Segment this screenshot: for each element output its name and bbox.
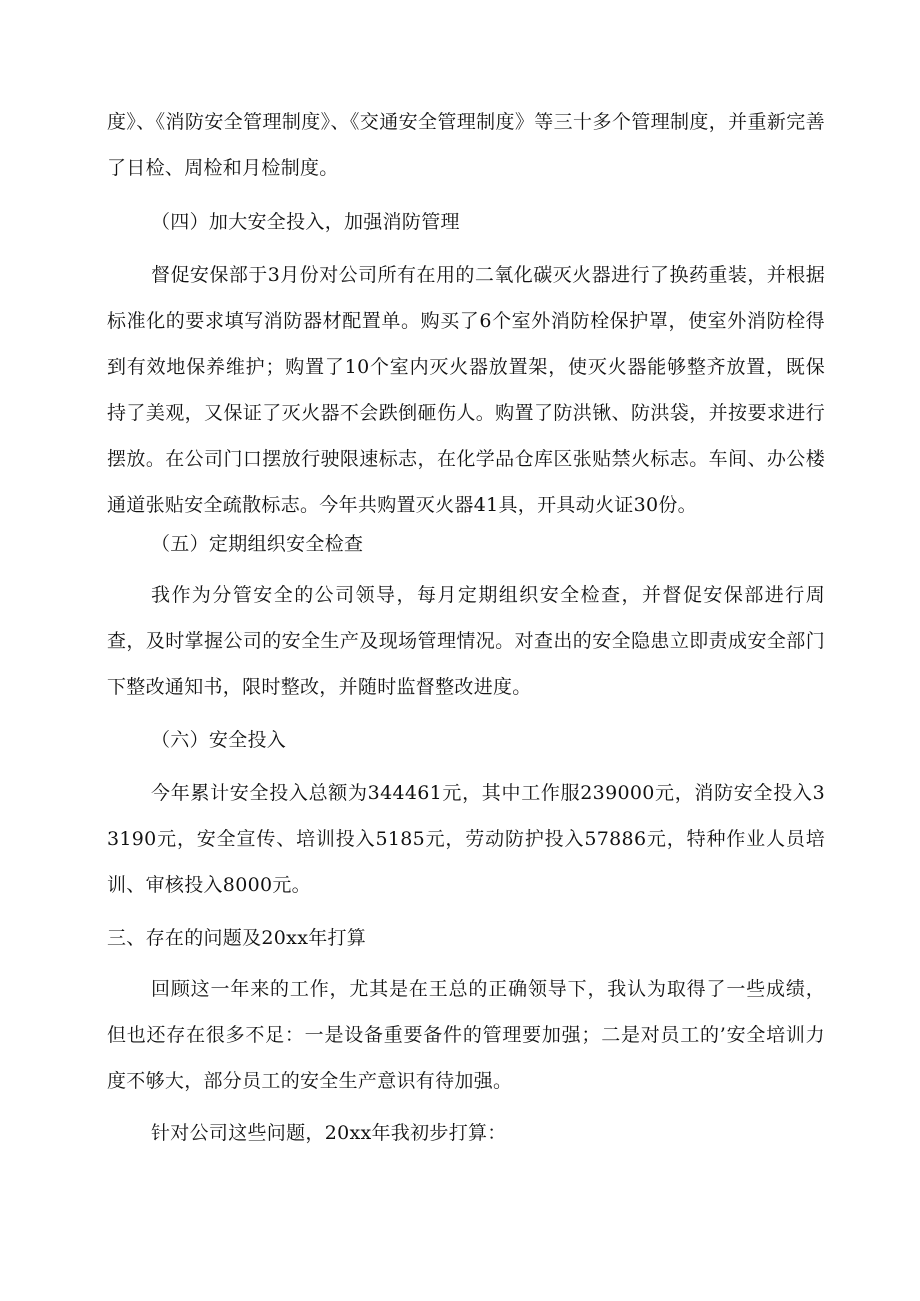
paragraph-review: 回顾这一年来的工作，尤其是在王总的正确领导下，我认为取得了一些成绩，但也还存在很多不足：一是设备重要备件的管理要加强；二是对员工的’安全培训力度不够大，部分员工的安全生产意识有待加强。	[107, 978, 825, 1092]
section-heading-3: 三、存在的问题及20xx年打算	[107, 927, 367, 949]
paragraph-continued: 度》、《消防安全管理制度》、《交通安全管理制度》等三十多个管理制度，并重新完善了日检、周检和月检制度。	[107, 111, 825, 179]
paragraph-fire-management: 督促安保部于3月份对公司所有在用的二氧化碳灭火器进行了换药重装，并根据标准化的要求填写消防器材配置单。购买了6个室外消防栓保护罩，使室外消防栓得到有效地保养维护；购置了10个室内灭火器放置架，使灭火器能够整齐放置，既保持了美观，又保证了灭火器不会跌倒砸伤人。购置了防洪锹、防洪袋，并按要求进行摆放。在公司门口摆放行驶限速标志，在化学品仓库区张贴禁火标志。车间、办公楼通道张贴安全疏散标志。今年共购置灭火器41具，开具动火证30份。	[107, 264, 825, 516]
paragraph-plan-intro: 针对公司这些问题，20xx年我初步打算：	[151, 1122, 507, 1144]
paragraph-safety-inspection: 我作为分管安全的公司领导，每月定期组织安全检查，并督促安保部进行周查，及时掌握公司的安全生产及现场管理情况。对查出的安全隐患立即责成安全部门下整改通知书，限时整改，并随时监督整改进度。	[107, 584, 825, 698]
paragraph-safety-investment: 今年累计安全投入总额为344461元，其中工作服239000元，消防安全投入33190元，安全宣传、培训投入5185元，劳动防护投入57886元，特种作业人员培训、审核投入8000元。	[107, 782, 825, 896]
section-heading-4: （四）加大安全投入，加强消防管理	[151, 211, 460, 233]
section-heading-5: （五）定期组织安全检查	[151, 533, 364, 555]
section-heading-6: （六）安全投入	[151, 729, 287, 751]
